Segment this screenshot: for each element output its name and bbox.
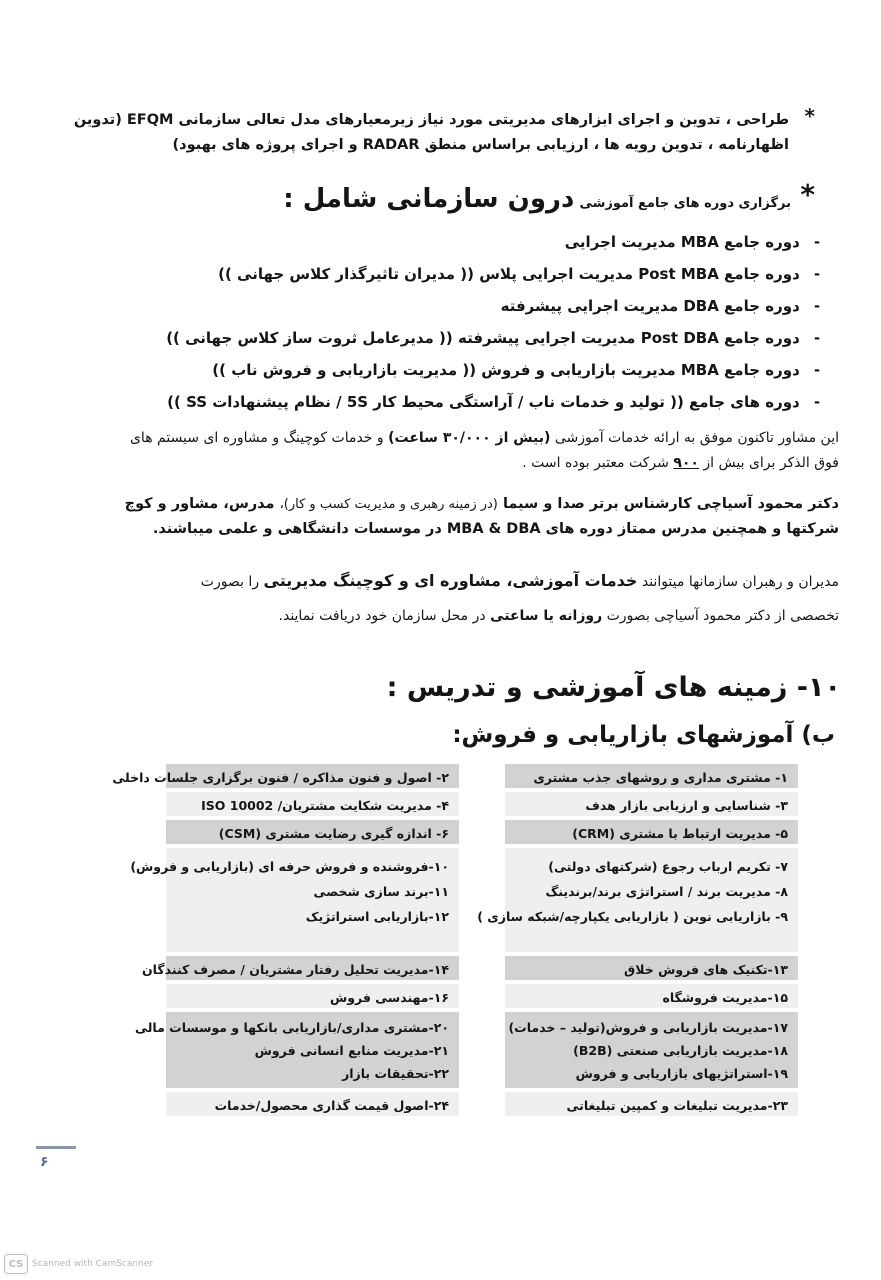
table-cell: [166, 820, 459, 844]
topic-item: ۱۲-بازاریابی استراتژیک: [305, 909, 449, 924]
section-title: ۱۰- زمینه های آموزشی و تدریس :: [386, 672, 841, 703]
course-text: دوره جامع Post DBA مدیریت اجرایی پیشرفته (( مدیرعامل ثروت ساز کلاس جهانی )): [166, 329, 800, 347]
section-subtitle: ب) آموزشهای بازاریابی و فروش:: [452, 722, 835, 748]
summary-text: را بصورت: [200, 574, 260, 590]
topic-item: ۱۳-تکنیک های فروش خلاق: [624, 962, 788, 977]
course-text: دوره جامع MBA مدیریت اجرایی: [564, 233, 800, 251]
topic-item: ۲۳-مدیریت تبلیغات و کمپین تبلیغاتی: [566, 1098, 788, 1113]
summary-services: خدمات آموزشی، مشاوره ای و کوچینگ مدیریتی: [263, 571, 638, 590]
topic-item: ۲۴-اصول قیمت گذاری محصول/خدمات: [214, 1098, 449, 1113]
table-cell: [505, 792, 798, 816]
summary-text: فوق الذکر برای بیش از: [703, 455, 839, 471]
summary-text: (در زمینه رهبری و مدیریت کسب و کار)،: [279, 497, 498, 512]
course-item: [109, 226, 829, 258]
summary-paragraph-2: [39, 492, 839, 542]
course-text: دوره جامع DBA مدیریت اجرایی پیشرفته: [500, 297, 800, 315]
table-row: [166, 820, 798, 844]
topic-item: ۱۱-برند سازی شخصی: [313, 884, 449, 899]
course-item: [109, 386, 829, 418]
topic-item: ۴- مدیریت شکایت مشتریان/ ISO 10002: [201, 798, 449, 813]
topic-item: ۱۷-مدیریت بازاریابی و فروش(تولید – خدمات): [508, 1020, 788, 1035]
summary-text: مدرس، مشاور و کوچ: [124, 496, 275, 512]
table-cell: [135, 1012, 459, 1088]
dash: -: [813, 361, 821, 379]
table-cell: [166, 984, 459, 1008]
topic-item: ۸- مدیریت برند / استراتژی برند/برندینگ: [545, 884, 788, 899]
summary-paragraph-1: [39, 426, 839, 476]
table-cell: [166, 1092, 459, 1116]
topic-item: ۳- شناسایی و ارزیابی بازار هدف: [585, 798, 788, 813]
topic-item: ۲۲-تحقیقات بازار: [342, 1066, 449, 1081]
dash: -: [813, 297, 821, 315]
table-row: [135, 1012, 798, 1088]
summary-text: در محل سازمان خود دریافت نمایند.: [278, 608, 486, 624]
course-text: دوره جامع Post MBA مدیریت اجرایی پلاس (( مدیران تاثیرگذار کلاس جهانی )): [218, 265, 800, 283]
topic-item: ۲- اصول و فنون مذاکره / فنون برگزاری جلسات داخلی: [112, 770, 449, 785]
dash: -: [813, 233, 821, 251]
page-number-rule: [36, 1146, 76, 1149]
topic-item: ۶- اندازه گیری رضایت مشتری (CSM): [218, 826, 449, 841]
table-row: [166, 984, 798, 1008]
intro-star: *: [804, 104, 815, 128]
course-heading-small: برگزاری دوره های جامع آموزشی: [579, 196, 791, 211]
table-cell: [130, 848, 459, 952]
table-row: [166, 792, 798, 816]
summary-text: شرکت معتبر بوده است .: [522, 455, 669, 471]
course-heading: [231, 184, 791, 214]
topic-item: ۲۰-مشتری مداری/بازاریابی بانکها و موسسات مالی: [135, 1020, 449, 1035]
table-cell: [505, 764, 798, 788]
course-item: [109, 258, 829, 290]
table-row: [166, 1092, 798, 1116]
summary-line: شرکتها و همچنین مدرس ممتاز دوره های MBA & DBA در موسسات دانشگاهی و علمی میباشند.: [152, 521, 839, 537]
summary-text: و خدمات کوچینگ و مشاوره ای سیستم های: [129, 430, 384, 446]
topics-table: [112, 764, 798, 1120]
topic-item: ۱۵-مدیریت فروشگاه: [662, 990, 788, 1005]
table-row: [112, 764, 798, 788]
summary-paragraph-3: [39, 564, 839, 633]
intro-line-2: اظهارنامه ، تدوین رویه ها ، ارزیابی براساس منطق RADAR و اجرای پروژه های بهبود): [172, 137, 789, 153]
table-cell: [505, 1092, 798, 1116]
topic-item: ۱- مشتری مداری و روشهای جذب مشتری: [533, 770, 788, 785]
summary-text: تخصصی از دکتر محمود آسیاچی بصورت: [606, 608, 839, 624]
table-row: [130, 848, 798, 952]
table-cell: [505, 956, 798, 980]
topic-item: ۷- تکریم ارباب رجوع (شرکتهای دولتی): [548, 859, 788, 874]
summary-company-count: ۹۰۰: [673, 455, 699, 471]
topic-item: ۵- مدیریت ارتباط با مشتری (CRM): [572, 826, 788, 841]
intro-paragraph: [39, 108, 789, 158]
table-cell: [112, 764, 459, 788]
summary-text: مدیران و رهبران سازمانها میتوانند: [641, 574, 839, 590]
topic-item: ۱۶-مهندسی فروش: [329, 990, 449, 1005]
course-heading-large: درون سازمانی شامل :: [283, 184, 575, 214]
table-cell: [505, 820, 798, 844]
intro-line-1: طراحی ، تدوین و اجرای ابزارهای مدیریتی مورد نیاز زیرمعیارهای مدل تعالی سازمانی EFQM (تدوین: [73, 112, 789, 128]
topic-item: ۱۸-مدیریت بازاریابی صنعتی (B2B): [573, 1043, 788, 1058]
topic-item: ۹- بازاریابی نوین ( بازاریابی یکپارچه/شبکه سازی ): [477, 909, 788, 924]
course-heading-star: *: [800, 178, 815, 211]
course-item: [109, 354, 829, 386]
dash: -: [813, 329, 821, 347]
topic-item: ۲۱-مدیریت منابع انسانی فروش: [254, 1043, 449, 1058]
table-row: [142, 956, 798, 980]
summary-text: این مشاور تاکنون موفق به ارائه خدمات آموزشی: [554, 430, 839, 446]
table-cell: [166, 792, 459, 816]
summary-hours: (بیش از ۳۰/۰۰۰ ساعت): [388, 430, 551, 446]
course-item: [109, 290, 829, 322]
camscanner-logo-icon: CS: [4, 1254, 28, 1274]
course-list: [109, 226, 829, 418]
topic-item: ۱۰-فروشنده و فروش حرفه ای (بازاریابی و فروش): [130, 859, 449, 874]
dash: -: [813, 265, 821, 283]
summary-text: دکتر محمود آسیاچی کارشناس برتر صدا و سیما: [502, 496, 839, 512]
dash: -: [813, 393, 821, 411]
table-cell: [505, 984, 798, 1008]
course-item: [109, 322, 829, 354]
table-cell: [505, 1012, 798, 1088]
page-number: ۶: [40, 1154, 49, 1170]
course-text: دوره های جامع (( تولید و خدمات ناب / آراستگی محیط کار 5S / نظام پیشنهادات SS )): [167, 393, 800, 411]
scanner-watermark: [4, 1254, 153, 1274]
topic-item: ۱۹-استراتژیهای بازاریابی و فروش: [575, 1066, 788, 1081]
topic-item: ۱۴-مدیریت تحلیل رفتار مشتریان / مصرف کنندگان: [142, 962, 449, 977]
table-cell: [477, 848, 798, 952]
table-cell: [142, 956, 459, 980]
course-text: دوره جامع MBA مدیریت بازاریابی و فروش (( مدیریت بازاریابی و فروش ناب )): [212, 361, 800, 379]
summary-schedule: روزانه یا ساعتی: [490, 608, 603, 624]
scanner-text: Scanned with CamScanner: [32, 1259, 154, 1269]
